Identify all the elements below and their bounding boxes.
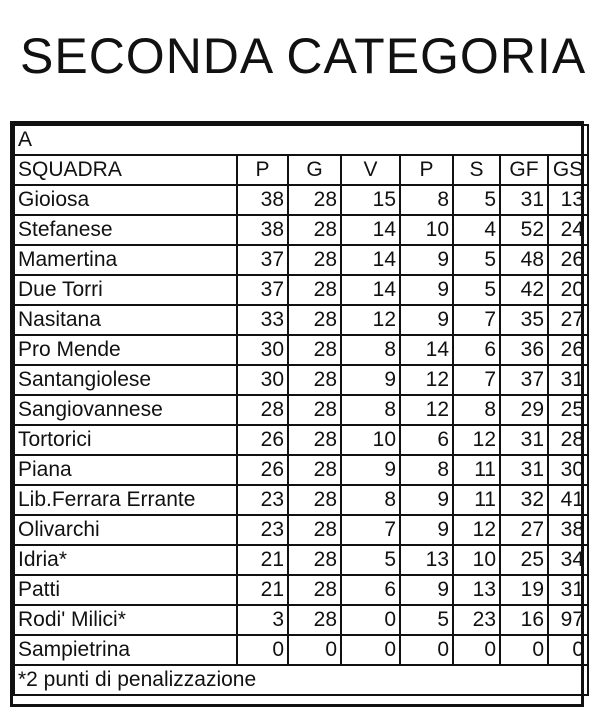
goals-against-cell: 28 [548, 425, 588, 455]
team-name-cell: Lib.Ferrara Errante [14, 485, 237, 515]
goals-against-cell: 24 [548, 215, 588, 245]
points-cell: 0 [237, 635, 288, 665]
table-row [14, 455, 588, 485]
goals-for-cell: 37 [500, 365, 548, 395]
lost-cell: 0 [453, 635, 500, 665]
column-header-pareggiate: P [400, 155, 453, 185]
played-cell: 28 [288, 185, 341, 215]
lost-cell: 13 [453, 575, 500, 605]
points-cell: 38 [237, 215, 288, 245]
table-row [14, 575, 588, 605]
drawn-cell: 9 [400, 305, 453, 335]
points-cell: 37 [237, 275, 288, 305]
played-cell: 28 [288, 305, 341, 335]
goals-against-cell: 13 [548, 185, 588, 215]
points-cell: 26 [237, 455, 288, 485]
points-cell: 30 [237, 365, 288, 395]
won-cell: 0 [341, 605, 400, 635]
goals-against-cell: 34 [548, 545, 588, 575]
lost-cell: 7 [453, 365, 500, 395]
drawn-cell: 8 [400, 455, 453, 485]
team-name-cell: Tortorici [14, 425, 237, 455]
points-cell: 26 [237, 425, 288, 455]
drawn-cell: 9 [400, 485, 453, 515]
table-row [14, 185, 588, 215]
table-row [14, 635, 588, 665]
goals-for-cell: 52 [500, 215, 548, 245]
group-row [14, 125, 588, 155]
column-header-sconfitte: S [453, 155, 500, 185]
drawn-cell: 6 [400, 425, 453, 455]
goals-for-cell: 25 [500, 545, 548, 575]
goals-against-cell: 38 [548, 515, 588, 545]
played-cell: 28 [288, 455, 341, 485]
drawn-cell: 10 [400, 215, 453, 245]
won-cell: 14 [341, 275, 400, 305]
goals-against-cell: 27 [548, 305, 588, 335]
goals-for-cell: 36 [500, 335, 548, 365]
goals-for-cell: 31 [500, 455, 548, 485]
won-cell: 9 [341, 455, 400, 485]
drawn-cell: 9 [400, 245, 453, 275]
goals-for-cell: 31 [500, 185, 548, 215]
lost-cell: 12 [453, 515, 500, 545]
team-name-cell: Piana [14, 455, 237, 485]
drawn-cell: 13 [400, 545, 453, 575]
points-cell: 21 [237, 545, 288, 575]
team-name-cell: Sangiovannese [14, 395, 237, 425]
drawn-cell: 14 [400, 335, 453, 365]
column-header-squadra: SQUADRA [14, 155, 237, 185]
group-label: A [14, 125, 588, 155]
goals-against-cell: 20 [548, 275, 588, 305]
goals-for-cell: 16 [500, 605, 548, 635]
page-title: SECONDA CATEGORIA [20, 28, 587, 84]
goals-for-cell: 0 [500, 635, 548, 665]
team-name-cell: Idria* [14, 545, 237, 575]
lost-cell: 8 [453, 395, 500, 425]
goals-for-cell: 19 [500, 575, 548, 605]
drawn-cell: 0 [400, 635, 453, 665]
team-name-cell: Santangiolese [14, 365, 237, 395]
lost-cell: 5 [453, 275, 500, 305]
points-cell: 30 [237, 335, 288, 365]
table-row [14, 215, 588, 245]
team-name-cell: Rodi' Milici* [14, 605, 237, 635]
table-row [14, 515, 588, 545]
drawn-cell: 5 [400, 605, 453, 635]
lost-cell: 7 [453, 305, 500, 335]
goals-for-cell: 32 [500, 485, 548, 515]
table-row [14, 605, 588, 635]
goals-against-cell: 26 [548, 335, 588, 365]
played-cell: 28 [288, 365, 341, 395]
points-cell: 21 [237, 575, 288, 605]
won-cell: 6 [341, 575, 400, 605]
won-cell: 10 [341, 425, 400, 455]
played-cell: 28 [288, 275, 341, 305]
lost-cell: 6 [453, 335, 500, 365]
lost-cell: 23 [453, 605, 500, 635]
column-header-gol-fatti: GF [500, 155, 548, 185]
won-cell: 12 [341, 305, 400, 335]
column-header-giocate: G [288, 155, 341, 185]
lost-cell: 10 [453, 545, 500, 575]
table-row [14, 425, 588, 455]
lost-cell: 11 [453, 485, 500, 515]
goals-for-cell: 35 [500, 305, 548, 335]
played-cell: 28 [288, 545, 341, 575]
team-name-cell: Stefanese [14, 215, 237, 245]
points-cell: 3 [237, 605, 288, 635]
footnote-text: *2 punti di penalizzazione [14, 665, 588, 695]
goals-for-cell: 42 [500, 275, 548, 305]
points-cell: 38 [237, 185, 288, 215]
drawn-cell: 9 [400, 515, 453, 545]
goals-against-cell: 0 [548, 635, 588, 665]
team-name-cell: Due Torri [14, 275, 237, 305]
won-cell: 15 [341, 185, 400, 215]
drawn-cell: 8 [400, 185, 453, 215]
drawn-cell: 12 [400, 395, 453, 425]
points-cell: 23 [237, 485, 288, 515]
goals-against-cell: 31 [548, 575, 588, 605]
points-cell: 37 [237, 245, 288, 275]
table-row [14, 305, 588, 335]
points-cell: 23 [237, 515, 288, 545]
table-row [14, 395, 588, 425]
table-row [14, 335, 588, 365]
table-row [14, 485, 588, 515]
played-cell: 28 [288, 515, 341, 545]
won-cell: 0 [341, 635, 400, 665]
table-row [14, 275, 588, 305]
lost-cell: 5 [453, 185, 500, 215]
goals-against-cell: 31 [548, 365, 588, 395]
lost-cell: 4 [453, 215, 500, 245]
played-cell: 28 [288, 215, 341, 245]
won-cell: 8 [341, 335, 400, 365]
played-cell: 28 [288, 605, 341, 635]
won-cell: 8 [341, 485, 400, 515]
team-name-cell: Sampietrina [14, 635, 237, 665]
goals-against-cell: 41 [548, 485, 588, 515]
played-cell: 28 [288, 485, 341, 515]
goals-against-cell: 25 [548, 395, 588, 425]
drawn-cell: 12 [400, 365, 453, 395]
team-name-cell: Patti [14, 575, 237, 605]
standings-table-frame [10, 121, 584, 707]
standings-table [13, 124, 589, 696]
column-header-punti: P [237, 155, 288, 185]
team-name-cell: Mamertina [14, 245, 237, 275]
points-cell: 33 [237, 305, 288, 335]
lost-cell: 12 [453, 425, 500, 455]
played-cell: 28 [288, 575, 341, 605]
goals-for-cell: 29 [500, 395, 548, 425]
won-cell: 8 [341, 395, 400, 425]
played-cell: 28 [288, 335, 341, 365]
team-name-cell: Nasitana [14, 305, 237, 335]
goals-against-cell: 97 [548, 605, 588, 635]
table-row [14, 545, 588, 575]
team-name-cell: Pro Mende [14, 335, 237, 365]
lost-cell: 5 [453, 245, 500, 275]
team-name-cell: Olivarchi [14, 515, 237, 545]
drawn-cell: 9 [400, 575, 453, 605]
lost-cell: 11 [453, 455, 500, 485]
goals-for-cell: 27 [500, 515, 548, 545]
won-cell: 5 [341, 545, 400, 575]
won-cell: 14 [341, 245, 400, 275]
goals-for-cell: 48 [500, 245, 548, 275]
goals-against-cell: 26 [548, 245, 588, 275]
played-cell: 28 [288, 425, 341, 455]
goals-for-cell: 31 [500, 425, 548, 455]
table-row [14, 365, 588, 395]
won-cell: 9 [341, 365, 400, 395]
column-header-gol-subiti: GS [548, 155, 588, 185]
team-name-cell: Gioiosa [14, 185, 237, 215]
footnote-row [14, 665, 588, 695]
played-cell: 28 [288, 245, 341, 275]
header-row [14, 155, 588, 185]
played-cell: 28 [288, 395, 341, 425]
won-cell: 7 [341, 515, 400, 545]
played-cell: 0 [288, 635, 341, 665]
table-row [14, 245, 588, 275]
points-cell: 28 [237, 395, 288, 425]
won-cell: 14 [341, 215, 400, 245]
column-header-vinte: V [341, 155, 400, 185]
drawn-cell: 9 [400, 275, 453, 305]
goals-against-cell: 30 [548, 455, 588, 485]
